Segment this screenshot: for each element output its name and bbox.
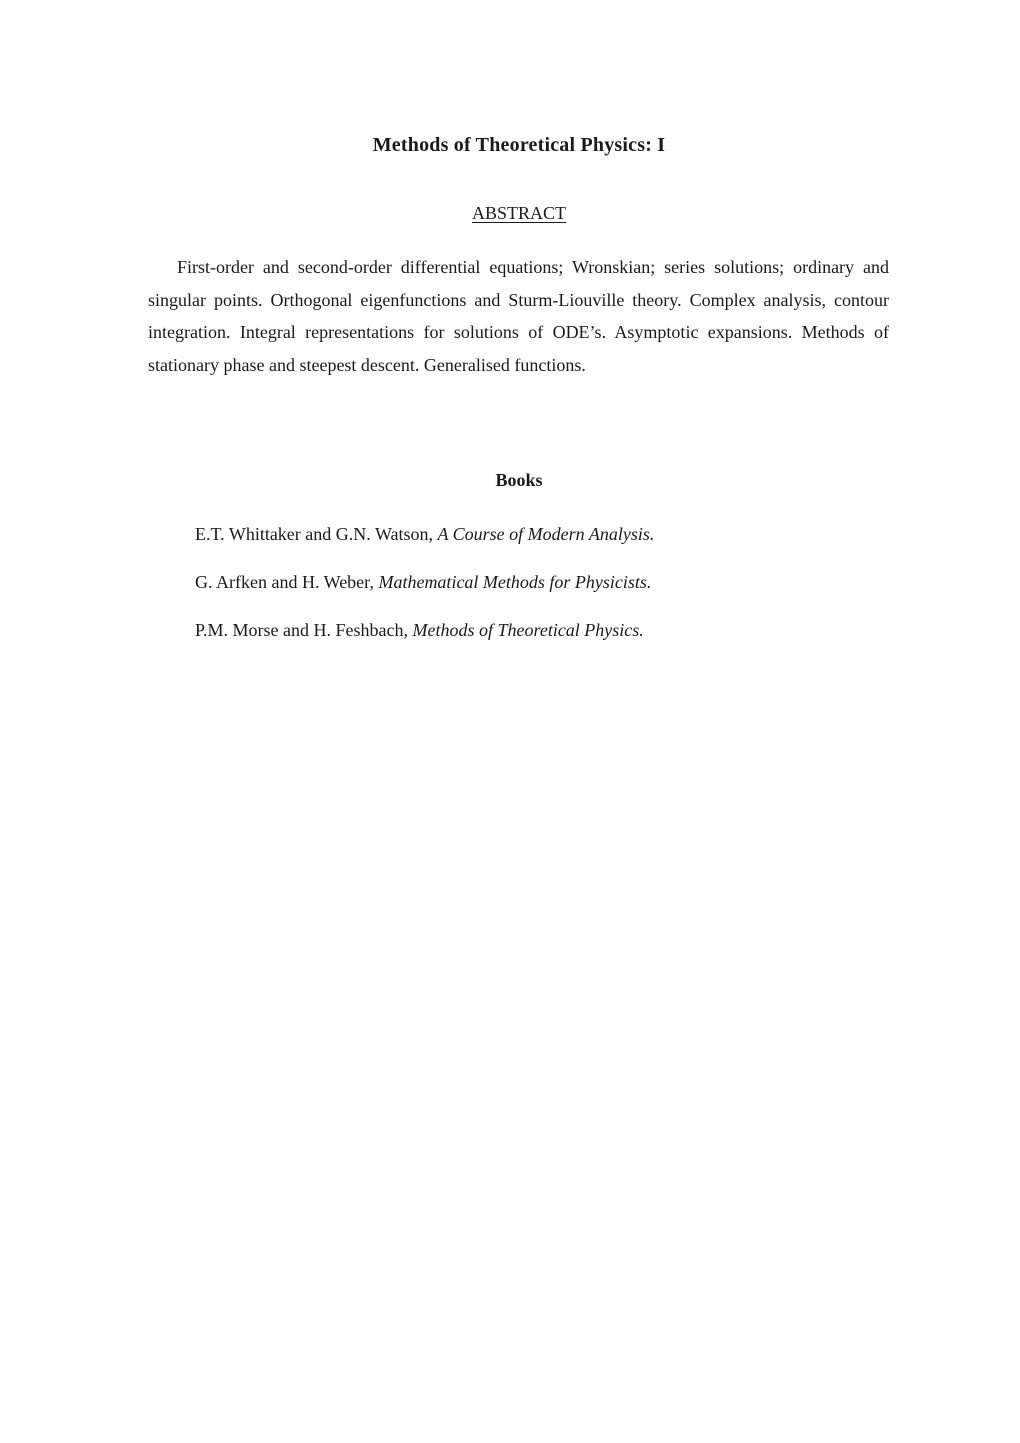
book-authors: E.T. Whittaker and G.N. Watson, xyxy=(195,524,438,544)
book-title: A Course of Modern Analysis. xyxy=(437,524,655,544)
book-title: Mathematical Methods for Physicists. xyxy=(378,572,652,592)
book-authors: P.M. Morse and H. Feshbach, xyxy=(195,620,413,640)
book-reference xyxy=(195,524,654,545)
abstract-paragraph: First-order and second-order differential equations; Wronskian; series solutions; ordinary and singular points. Orthogonal eigenfunctions and Sturm-Liouville theory. Complex analysis, contour integration. Integral representations for solutions of ODE’s. Asymptotic expansions. Methods of stationary phase and steepest descent. Generalised functions. xyxy=(148,257,889,376)
abstract-heading xyxy=(0,203,1020,224)
book-reference xyxy=(195,572,651,593)
book-authors: G. Arfken and H. Weber, xyxy=(195,572,379,592)
book-title: Methods of Theoretical Physics. xyxy=(412,620,644,640)
books-heading: Books xyxy=(495,470,543,490)
document-title: Methods of Theoretical Physics: I xyxy=(372,134,666,156)
book-reference xyxy=(195,620,644,641)
abstract-heading-text: ABSTRACT xyxy=(471,203,567,223)
